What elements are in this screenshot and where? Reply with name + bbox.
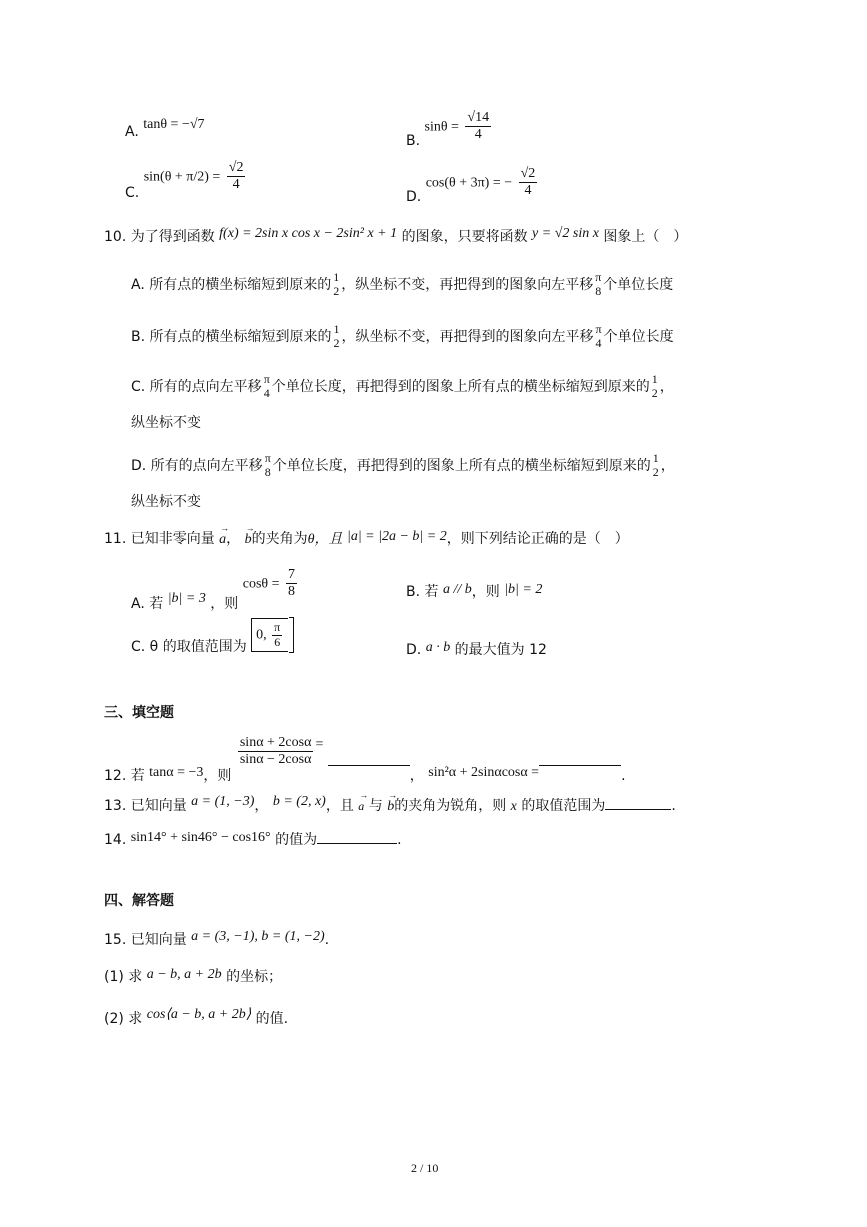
q11-option-a [131, 567, 299, 612]
q15-text: 的坐标； [226, 969, 283, 985]
fraction [265, 452, 271, 480]
section-title: 四、解答题 [104, 893, 174, 909]
option-label: D. [406, 188, 422, 205]
q15-text: 的值. [255, 1011, 289, 1027]
answer-blank[interactable] [328, 765, 410, 766]
vector-a: → a [219, 532, 226, 549]
fraction-numerator: √2 [519, 166, 538, 183]
option-text: ，纵坐标不变，再把得到的图象向左平移 [341, 328, 594, 345]
option-text: ， [660, 457, 675, 474]
vector-b: → b [387, 799, 394, 816]
q13-text: ，且 [325, 798, 354, 814]
fraction-numerator: sinα + 2cosα [238, 735, 314, 752]
q13-text: 的取值范围为 [521, 798, 606, 814]
fraction-numerator: 1 [652, 451, 659, 465]
q13-text: 与 [368, 798, 383, 814]
option-text: D. 所有的点向左平移 [131, 457, 263, 474]
fraction-numerator: π [595, 270, 602, 284]
section-title: 三、填空题 [104, 705, 174, 721]
option-text: C. θ 的取值范围为 [131, 639, 247, 655]
fraction-denominator: 8 [264, 464, 271, 479]
q13-text: 13. 已知向量 [104, 798, 187, 814]
fraction [286, 567, 297, 600]
option-text: D. [406, 642, 422, 658]
q13-var: x [510, 799, 517, 814]
option-expr: |b| = 2 [504, 582, 543, 597]
q15-expr: a − b, a + 2b [146, 967, 222, 982]
q10-option-d-line2: 纵坐标不变 [131, 494, 201, 510]
q13-text: 的夹角为锐角，则 [394, 798, 507, 814]
stem-condition: |a| = |2a − b| = 2 [346, 529, 447, 544]
q12-text: 12. 若 [104, 767, 145, 784]
option-expr: a · b [425, 640, 451, 655]
fraction-numerator: 1 [651, 372, 658, 386]
q12-fraction [238, 735, 314, 768]
stem-function: f(x) = 2sin x cos x − 2sin² x + 1 [219, 226, 398, 241]
fraction [596, 323, 602, 351]
q11-stem [104, 531, 629, 549]
fraction-numerator: π [263, 372, 270, 386]
q9-option-b [406, 110, 493, 149]
option-text: ，则 [471, 584, 500, 600]
vector-a: → a [358, 799, 364, 813]
q9-option-c [125, 160, 247, 201]
stem-text: 的图象，只要将函数 [401, 229, 528, 245]
option-lhs: sin(θ + π/2) = [143, 169, 221, 185]
q12-eq: = [315, 736, 324, 752]
fraction-denominator: 4 [524, 183, 532, 199]
option-label: C. [125, 184, 140, 201]
option-text: 个单位长度 [603, 328, 674, 345]
fraction-numerator: 7 [286, 567, 297, 584]
q15-vectors: a = (3, −1), b = (1, −2) [191, 929, 325, 944]
q13 [104, 794, 676, 816]
q11-option-b [406, 584, 542, 602]
option-fraction [465, 110, 491, 143]
option-lhs: sinθ = [424, 119, 459, 135]
q15-text: (2) 求 [104, 1011, 143, 1027]
interval-start: 0, [256, 627, 267, 643]
q12-expr: sin²α + 2sinαcosα = [428, 764, 540, 780]
option-text: 的最大值为 12 [454, 642, 547, 658]
interval [251, 618, 288, 653]
q10-option-c [131, 373, 674, 401]
fraction-denominator: 4 [595, 335, 602, 350]
stem-theta: θ，且 [307, 532, 343, 547]
option-expr: tanθ = −√7 [143, 117, 205, 132]
q13-text: . [671, 798, 676, 814]
q13-vec-a: a = (1, −3) [191, 794, 255, 809]
option-text: 个单位长度 [603, 276, 674, 293]
fraction [272, 621, 282, 650]
option-text: 个单位长度，再把得到的图象上所有点的横坐标缩短到原来的 [271, 378, 650, 395]
fraction-denominator: 6 [274, 634, 281, 649]
q14-expr: sin14° + sin46° − cos16° [130, 830, 271, 845]
fraction-numerator: π [595, 322, 602, 336]
answer-blank[interactable] [539, 765, 621, 766]
fraction [652, 373, 658, 401]
stem-text: 的夹角为 [251, 531, 308, 547]
q15-expr: cos⟨a − b, a + 2b⟩ [146, 1007, 252, 1022]
stem-text: 10. 为了得到函数 [104, 229, 215, 245]
option-expr: |b| = 3 [167, 590, 206, 606]
q15-part1 [104, 969, 282, 987]
q13-vec-b: b = (2, x) [272, 794, 326, 809]
option-text: ， [659, 378, 674, 395]
option-expr: cosθ = [242, 576, 280, 592]
q10-option-d [131, 452, 675, 480]
option-expr: a // b [442, 582, 472, 597]
fraction [334, 323, 340, 351]
fraction-denominator: 4 [474, 127, 482, 143]
option-text: ，纵坐标不变，再把得到的图象向左平移 [341, 276, 594, 293]
fraction-numerator: √14 [465, 110, 491, 127]
option-text: ，则 [210, 595, 239, 612]
q10-option-a [131, 271, 673, 299]
option-text: C. 所有的点向左平移 [131, 378, 262, 395]
q15-stem [104, 929, 330, 950]
q14-text: . [397, 832, 402, 848]
stem-text: ， [226, 531, 241, 547]
fraction [595, 271, 601, 299]
q14-text: 14. [104, 832, 127, 848]
fraction-denominator: 8 [595, 283, 602, 298]
option-text: B. 若 [406, 584, 439, 600]
interval-close-bracket [289, 617, 294, 653]
fraction [653, 452, 659, 480]
option-fraction [519, 166, 538, 199]
option-text: 个单位长度，再把得到的图象上所有点的横坐标缩短到原来的 [272, 457, 651, 474]
fraction-numerator: 1 [333, 322, 340, 336]
stem-text: 11. 已知非零向量 [104, 531, 215, 547]
answer-blank[interactable] [317, 843, 397, 844]
fraction-numerator: π [264, 451, 271, 465]
fraction-denominator: 4 [232, 177, 240, 193]
q15-text: 15. 已知向量 [104, 932, 187, 948]
stem-text: 图象上（ ） [603, 229, 688, 245]
q12-text: . [621, 767, 626, 784]
option-fraction [227, 160, 246, 193]
answer-blank[interactable] [605, 809, 671, 810]
q14 [104, 832, 402, 850]
q15-text: . [324, 932, 330, 948]
fraction-denominator: 2 [652, 464, 659, 479]
q12-text: ，则 [203, 767, 232, 784]
page-number: 2 / 10 [411, 1161, 439, 1175]
q10-stem [104, 226, 688, 247]
option-lhs: cos(θ + 3π) = − [425, 175, 513, 191]
fraction-denominator: 2 [333, 283, 340, 298]
fraction-numerator: π [274, 619, 281, 634]
fraction-denominator: 2 [333, 335, 340, 350]
fraction-numerator: √2 [227, 160, 246, 177]
q9-option-a [125, 117, 205, 142]
option-text: A. 若 [131, 595, 164, 612]
fraction-denominator: sinα − 2cosα [239, 752, 312, 768]
option-text: A. 所有点的横坐标缩短到原来的 [131, 276, 332, 293]
q12-cond: tanα = −3 [149, 764, 204, 780]
q13-text: ， [254, 798, 269, 814]
option-text: B. 所有点的横坐标缩短到原来的 [131, 328, 332, 345]
q9-option-d [406, 166, 539, 205]
q10-option-c-line2: 纵坐标不变 [131, 415, 201, 431]
fraction [333, 271, 339, 299]
fraction-denominator: 8 [287, 584, 295, 600]
q14-text: 的值为 [275, 832, 318, 848]
stem-function: y = √2 sin x [532, 226, 599, 241]
q15-text: (1) 求 [104, 969, 143, 985]
option-label: B. [406, 132, 421, 149]
stem-text: ，则下列结论正确的是（ ） [446, 531, 629, 547]
q12 [104, 735, 626, 784]
option-label: A. [125, 124, 139, 140]
q11-option-d [406, 642, 547, 660]
q11-option-c [131, 617, 294, 653]
fraction-denominator: 2 [651, 385, 658, 400]
fraction-numerator: 1 [333, 270, 340, 284]
fraction-denominator: 4 [263, 385, 270, 400]
vector-b: → b [245, 532, 252, 549]
q12-text: ， [409, 767, 424, 784]
fraction [264, 373, 270, 401]
q15-part2 [104, 1007, 289, 1029]
q10-option-b [131, 323, 674, 351]
